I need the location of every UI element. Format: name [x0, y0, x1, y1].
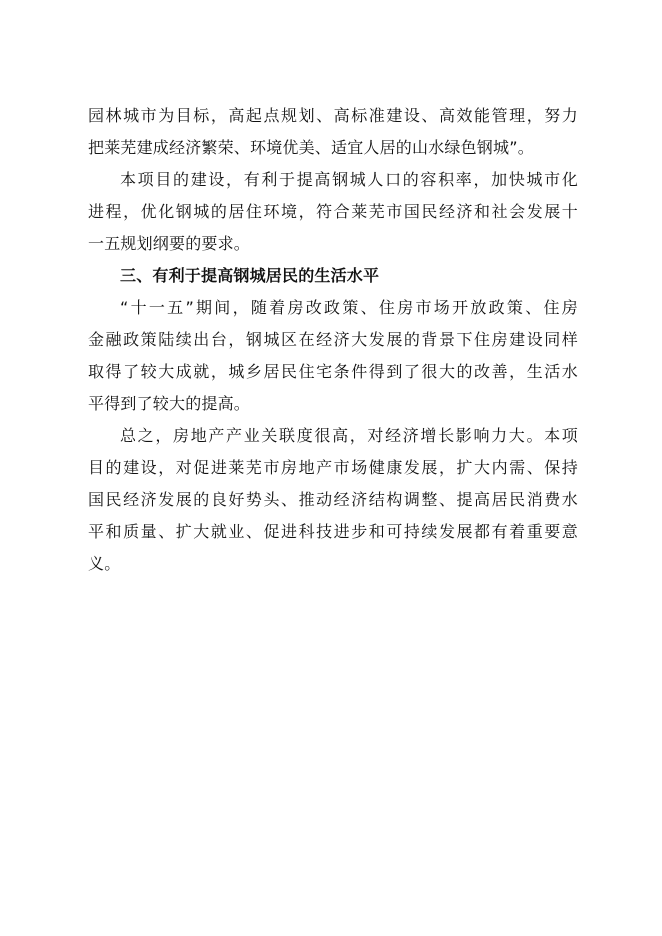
paragraph-4-line-3: 国民经济发展的良好势头、推动经济结构调整、提高居民消费水 [88, 490, 578, 509]
document-body [88, 100, 578, 580]
paragraph-4-line-2: 目的建设，对促进莱芜市房地产市场健康发展，扩大内需、保持 [88, 458, 578, 477]
paragraph-3-line-2: 金融政策陆续出台，钢城区在经济大发展的背景下住房建设同样 [88, 330, 578, 349]
paragraph-2-line-2: 进程，优化钢城的居住环境，符合莱芜市国民经济和社会发展十 [88, 202, 578, 221]
paragraph-3-line-3: 取得了较大成就，城乡居民住宅条件得到了很大的改善，生活水 [88, 362, 578, 381]
paragraph-3-line-1: “十一五”期间，随着房改政策、住房市场开放政策、住房 [120, 298, 578, 317]
paragraph-1-line-1: 园林城市为目标，高起点规划、高标准建设、高效能管理，努力 [88, 106, 578, 125]
paragraph-2-line-3: 一五规划纲要的要求。 [88, 234, 251, 253]
paragraph-2-line-1: 本项目的建设，有利于提高钢城人口的容积率，加快城市化 [120, 170, 578, 189]
paragraph-3-line-4: 平得到了较大的提高。 [88, 394, 251, 413]
section-heading: 三、有利于提高钢城居民的生活水平 [120, 266, 380, 285]
paragraph-4-line-4: 平和质量、扩大就业、促进科技进步和可持续发展都有着重要意 [88, 522, 578, 541]
paragraph-1-line-2: 把莱芜建成经济繁荣、环境优美、适宜人居的山水绿色钢城”。 [88, 138, 534, 157]
paragraph-4-line-5: 义。 [88, 554, 121, 573]
paragraph-4-line-1: 总之，房地产产业关联度很高，对经济增长影响力大。本项 [120, 426, 578, 445]
